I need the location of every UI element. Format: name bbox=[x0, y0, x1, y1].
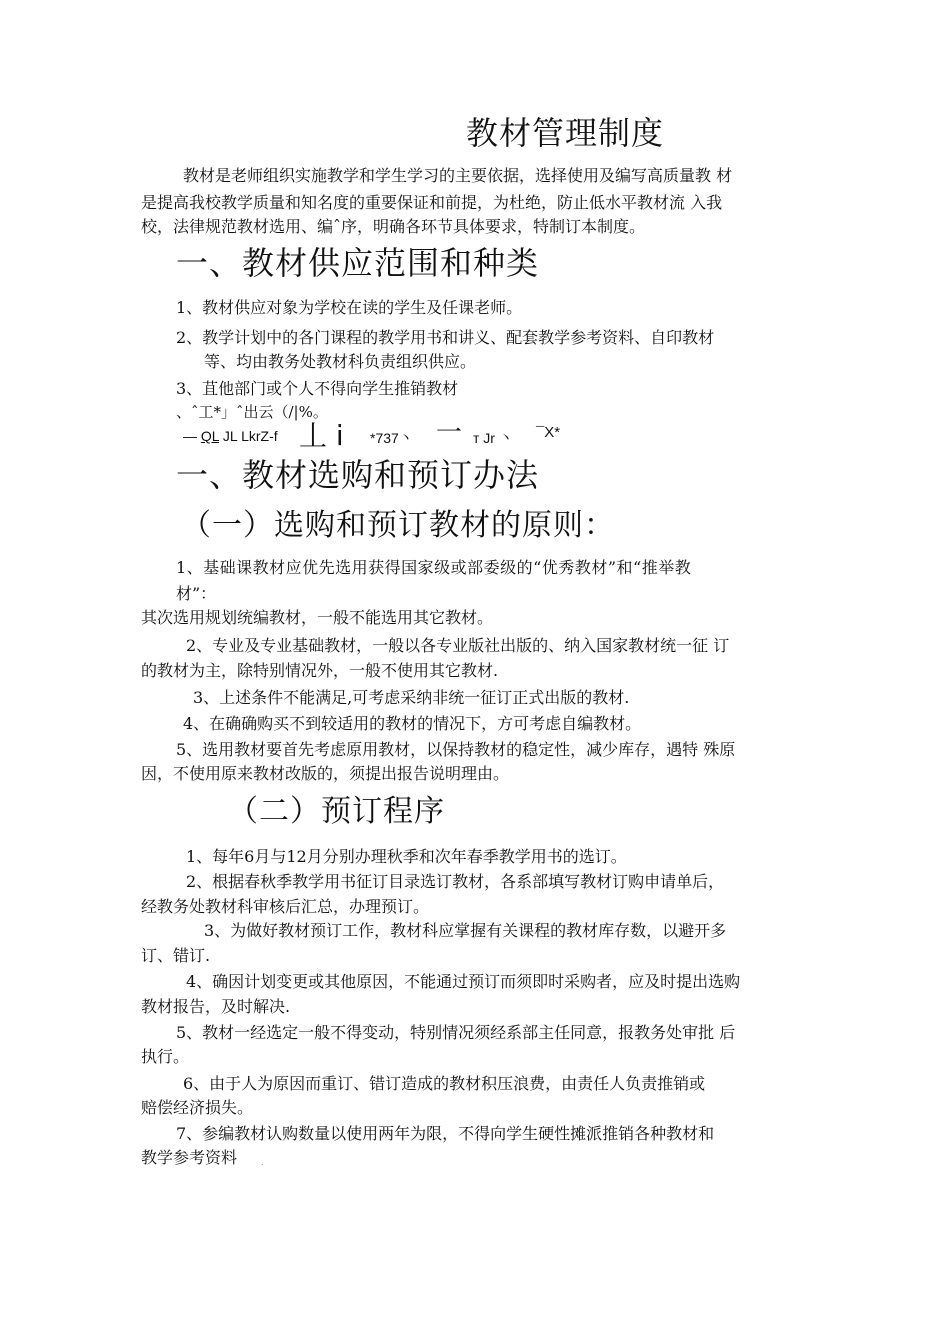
sub2-item-7-line-2: 教学参考资料 bbox=[141, 1148, 238, 1167]
sub1-item-1-line-3: 其次选用规划统编教材，一般不能选用其它教材。 bbox=[141, 608, 494, 627]
sub2-item-6-line-1: 6、由于人为原因而重订、错订造成的教材积压浪费，由责任人负责推销或 bbox=[183, 1074, 706, 1093]
sub1-item-1-line-1: 1、基础课教材应优先选用获得国家级或部委级的“优秀教材”和“推举教 bbox=[176, 558, 692, 577]
page-title: 教材管理制度 bbox=[466, 114, 665, 152]
sub2-item-4-line-1: 4、确因计划变更或其他原因，不能通过预订而须即时采购者，应及时提出选购 bbox=[186, 972, 741, 991]
sub2-item-1: 1、每年6月与12月分别办理秋季和次年春季教学用书的选订。 bbox=[186, 847, 627, 866]
subsection-1-heading: （一）选购和预订教材的原则： bbox=[181, 508, 615, 543]
sub2-item-6-line-2: 赔偿经济损失。 bbox=[141, 1098, 254, 1117]
sub1-item-5-line-1: 5、选用教材要首先考虑原用教材，以保持教材的稳定性，减少库存，遇特 殊原 bbox=[176, 740, 736, 759]
section-1-item-3: 3、苴他部门或个人不得向学生推销教材 bbox=[176, 379, 459, 398]
section-1-item-1: 1、教材供应对象为学校在读的学生及任课老师。 bbox=[176, 298, 523, 317]
stray-mark: . bbox=[261, 1158, 264, 1167]
garbled-line-2-c: *737丶 bbox=[370, 430, 413, 446]
sub2-item-3-line-1: 3、为做好教材预订工作，教材科应掌握有关课程的教材库存数，以避开多 bbox=[204, 921, 727, 940]
sub2-item-5-line-2: 执行。 bbox=[141, 1047, 190, 1066]
garbled-line-2-a: — QL JL LkrZ-f bbox=[183, 428, 278, 444]
section-1-item-2-line-1: 2、教学计划中的各门课程的教学用书和讲义、配套教学参考资料、自印教材 bbox=[176, 328, 715, 347]
sub2-item-2-line-2: 经教务处教材科审核后汇总，办理预订。 bbox=[141, 897, 430, 916]
section-2-heading: 一、教材选购和预订办法 bbox=[176, 456, 540, 494]
garbled-line-2-d: 一 bbox=[436, 418, 463, 448]
section-1-item-2-line-2: 等、均由教务处教材科负责组织供应。 bbox=[204, 352, 477, 371]
garbled-line-2-f: ¯X* bbox=[536, 424, 561, 441]
garbled-line-2-b: 丄 i bbox=[299, 419, 344, 452]
sub2-item-4-line-2: 教材报告，及时解决. bbox=[141, 997, 291, 1016]
section-1-heading: 一、教材供应范围和种类 bbox=[176, 244, 540, 282]
sub2-item-5-line-1: 5、教材一经选定一般不得变动，特别情况须经系部主任同意，报教务处审批 后 bbox=[176, 1023, 736, 1042]
sub1-item-4: 4、在确确购买不到较适用的教材的情况下，方可考虑自编教材。 bbox=[183, 714, 642, 733]
sub1-item-2-line-2: 的教材为主，除特别情况外，一般不使用其它教材. bbox=[141, 661, 499, 680]
sub2-item-2-line-1: 2、根据春秋季教学用书征订目录选订教材，各系部填写教材订购申请单后， bbox=[186, 872, 725, 891]
subsection-2-heading: （二）预订程序 bbox=[228, 794, 445, 829]
sub1-item-2-line-1: 2、专业及专业基础教材，一般以各专业版社出版的、纳入国家教材统一征 订 bbox=[186, 636, 730, 655]
sub1-item-3: 3、上述条件不能满足,可考虑采纳非统一征订正式出版的教材. bbox=[193, 688, 630, 707]
sub1-item-5-line-2: 因，不使用原来教材改版的，须提出报告说明理由。 bbox=[141, 764, 510, 783]
sub1-item-1-line-2: 材”： bbox=[176, 584, 217, 603]
garbled-line-2-e: т Jr 丶 bbox=[473, 430, 513, 446]
intro-line-3: 校，法律规范教材选用、编ˆ序，明确各环节具体要求，特制订本制度。 bbox=[141, 217, 646, 236]
intro-line-1: 教材是老师组织实施教学和学生学习的主要依据，选择使用及编写高质量教 材 bbox=[183, 166, 733, 185]
sub2-item-3-line-2: 订、错订. bbox=[141, 946, 211, 965]
garbled-line-1: 、ˆ工*」ˆ出云（/|%。 bbox=[176, 403, 328, 421]
sub2-item-7-line-1: 7、参编教材认购数量以使用两年为限，不得向学生硬性摊派推销各种教材和 bbox=[176, 1124, 715, 1143]
intro-line-2: 是提高我校教学质量和知名度的重要保证和前提，为杜绝，防止低水平教材流 入我 bbox=[141, 193, 723, 212]
